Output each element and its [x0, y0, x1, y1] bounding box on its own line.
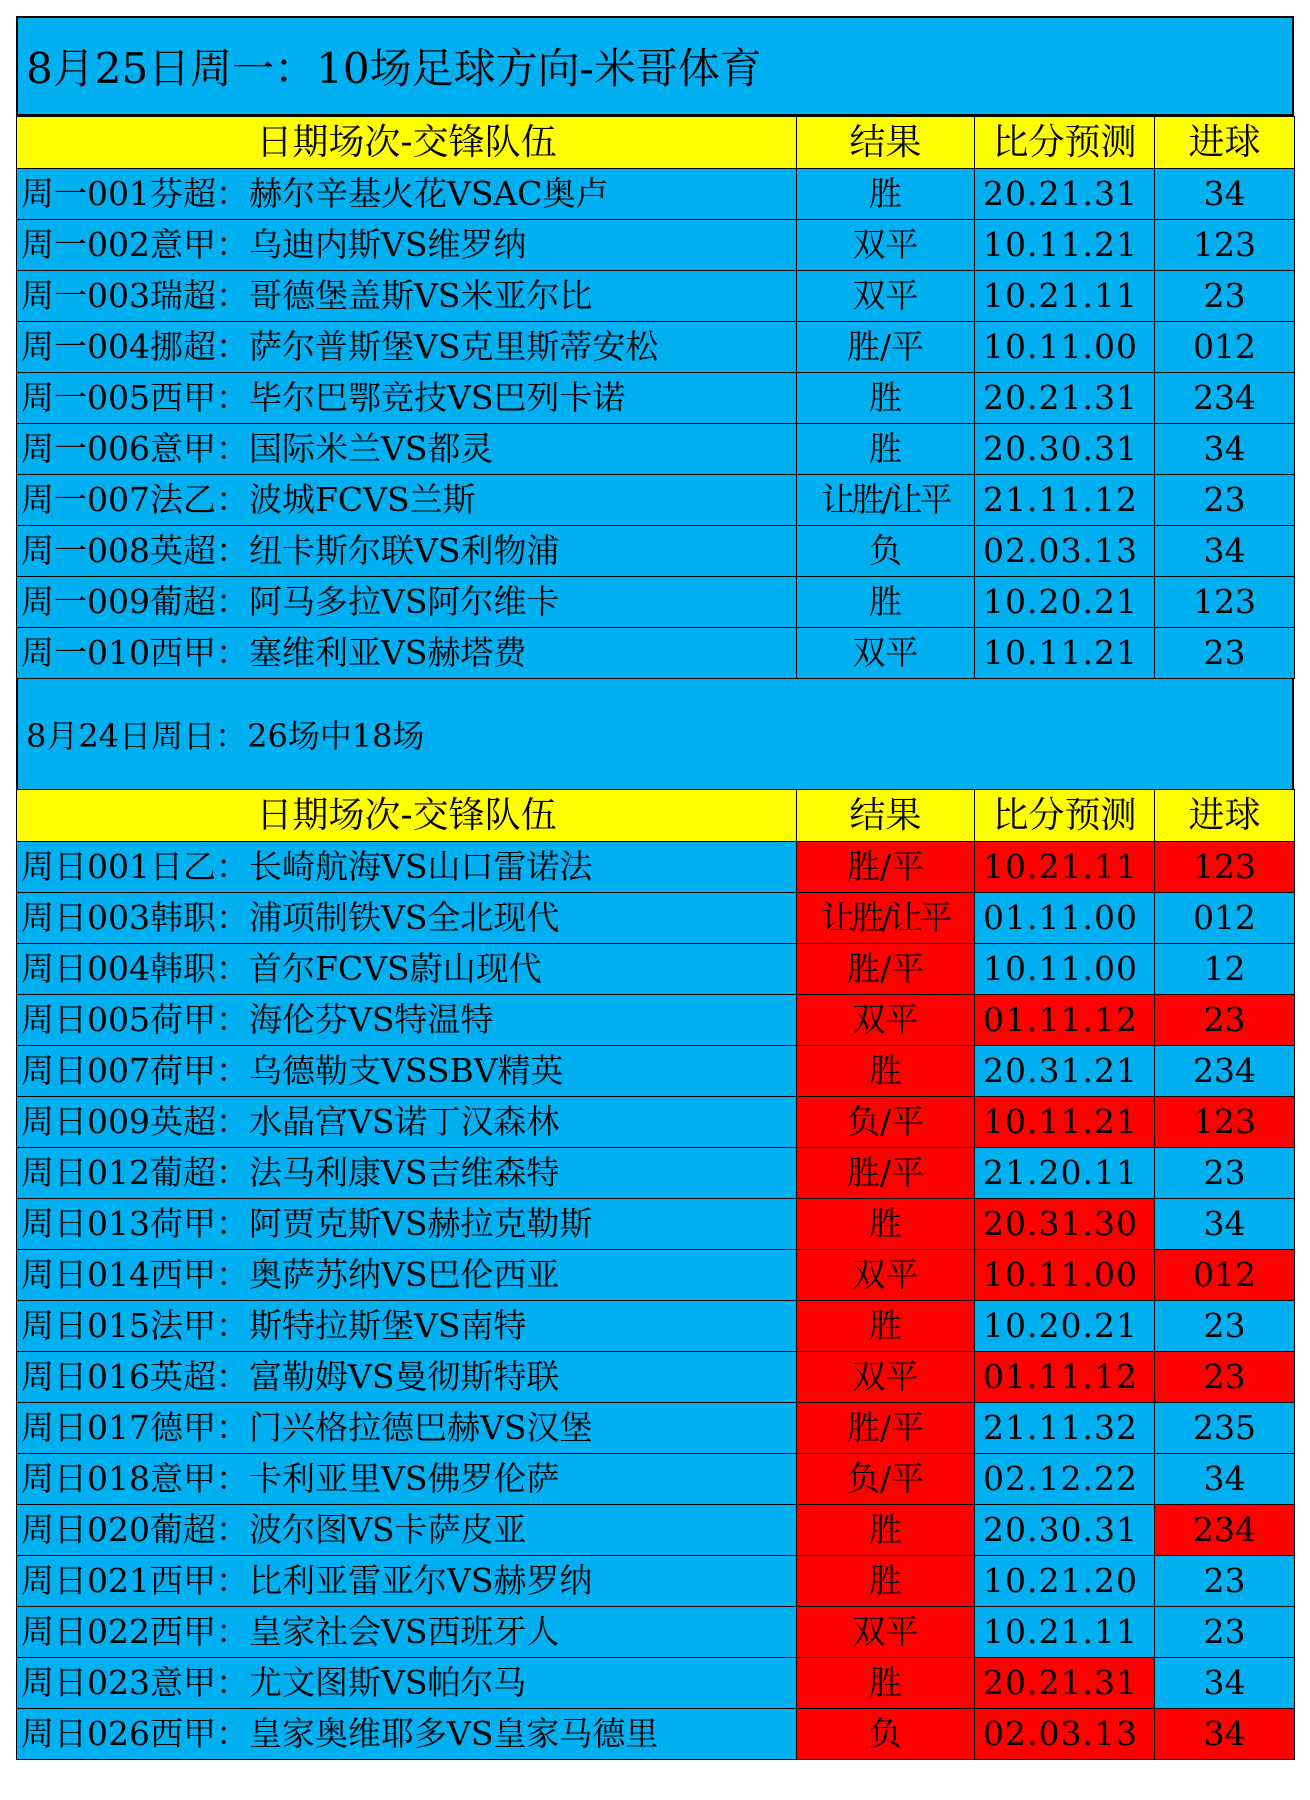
table-row	[17, 1403, 1295, 1454]
table-row	[17, 169, 1295, 220]
score-cell: 02.03.13	[975, 526, 1155, 577]
match-cell: 周一006意甲：国际米兰VS都灵	[17, 424, 797, 475]
sheet	[16, 16, 1294, 1760]
result-cell: 胜	[797, 577, 975, 628]
score-cell: 10.11.21	[975, 628, 1155, 679]
goals-cell: 23	[1155, 475, 1295, 526]
table-row	[17, 1658, 1295, 1709]
match-cell: 周一010西甲：塞维利亚VS赫塔费	[17, 628, 797, 679]
match-cell: 周日009英超：水晶宫VS诺丁汉森林	[17, 1097, 797, 1148]
score-cell: 10.21.20	[975, 1556, 1155, 1607]
table-row	[17, 1607, 1295, 1658]
score-cell: 02.03.13	[975, 1709, 1155, 1760]
score-cell: 01.11.12	[975, 1352, 1155, 1403]
header-goals: 进球	[1155, 117, 1295, 169]
match-cell: 周日018意甲：卡利亚里VS佛罗伦萨	[17, 1454, 797, 1505]
match-cell: 周日021西甲：比利亚雷亚尔VS赫罗纳	[17, 1556, 797, 1607]
table-row	[17, 1046, 1295, 1097]
result-cell: 胜	[797, 1505, 975, 1556]
table-row	[17, 220, 1295, 271]
match-cell: 周日003韩职：浦项制铁VS全北现代	[17, 893, 797, 944]
result-cell: 胜	[797, 1556, 975, 1607]
header-result: 结果	[797, 790, 975, 842]
score-cell: 20.30.31	[975, 424, 1155, 475]
match-cell: 周日014西甲：奥萨苏纳VS巴伦西亚	[17, 1250, 797, 1301]
result-cell: 胜/平	[797, 1403, 975, 1454]
goals-cell: 123	[1155, 577, 1295, 628]
result-cell: 双平	[797, 628, 975, 679]
score-cell: 20.21.31	[975, 169, 1155, 220]
score-cell: 20.31.21	[975, 1046, 1155, 1097]
table-row	[17, 1199, 1295, 1250]
page-title: 8月25日周一：10场足球方向-米哥体育	[16, 16, 1294, 116]
goals-cell: 234	[1155, 373, 1295, 424]
goals-cell: 34	[1155, 1199, 1295, 1250]
table-row	[17, 1556, 1295, 1607]
goals-cell: 23	[1155, 1352, 1295, 1403]
goals-cell: 012	[1155, 1250, 1295, 1301]
match-cell: 周日007荷甲：乌德勒支VSSBV精英	[17, 1046, 797, 1097]
result-cell: 胜	[797, 1658, 975, 1709]
goals-cell: 123	[1155, 1097, 1295, 1148]
match-cell: 周日004韩职：首尔FCVS蔚山现代	[17, 944, 797, 995]
match-cell: 周日015法甲：斯特拉斯堡VS南特	[17, 1301, 797, 1352]
table-row	[17, 577, 1295, 628]
result-cell: 双平	[797, 271, 975, 322]
result-cell: 胜	[797, 424, 975, 475]
goals-cell: 34	[1155, 526, 1295, 577]
table-row	[17, 526, 1295, 577]
table-row	[17, 1097, 1295, 1148]
match-cell: 周日022西甲：皇家社会VS西班牙人	[17, 1607, 797, 1658]
result-cell: 双平	[797, 1250, 975, 1301]
result-cell: 胜/平	[797, 842, 975, 893]
score-cell: 20.31.30	[975, 1199, 1155, 1250]
goals-cell: 23	[1155, 995, 1295, 1046]
results-table	[16, 789, 1295, 1760]
goals-cell: 234	[1155, 1505, 1295, 1556]
match-cell: 周日016英超：富勒姆VS曼彻斯特联	[17, 1352, 797, 1403]
table-row	[17, 1454, 1295, 1505]
score-cell: 10.21.11	[975, 1607, 1155, 1658]
header-score: 比分预测	[975, 117, 1155, 169]
result-cell: 让胜/让平	[797, 475, 975, 526]
goals-cell: 34	[1155, 1709, 1295, 1760]
score-cell: 21.11.32	[975, 1403, 1155, 1454]
match-cell: 周一009葡超：阿马多拉VS阿尔维卡	[17, 577, 797, 628]
table-row	[17, 373, 1295, 424]
today-table	[16, 116, 1295, 679]
goals-cell: 34	[1155, 424, 1295, 475]
table-row	[17, 1505, 1295, 1556]
goals-cell: 23	[1155, 271, 1295, 322]
result-cell: 胜	[797, 1046, 975, 1097]
header-goals: 进球	[1155, 790, 1295, 842]
result-cell: 让胜/让平	[797, 893, 975, 944]
score-cell: 10.20.21	[975, 577, 1155, 628]
result-cell: 负/平	[797, 1454, 975, 1505]
table-row	[17, 1250, 1295, 1301]
goals-cell: 235	[1155, 1403, 1295, 1454]
score-cell: 21.11.12	[975, 475, 1155, 526]
header-result: 结果	[797, 117, 975, 169]
result-cell: 胜/平	[797, 944, 975, 995]
table-row	[17, 271, 1295, 322]
score-cell: 02.12.22	[975, 1454, 1155, 1505]
score-cell: 10.11.21	[975, 1097, 1155, 1148]
header-match: 日期场次-交锋队伍	[17, 790, 797, 842]
score-cell: 10.21.11	[975, 271, 1155, 322]
match-cell: 周日001日乙：长崎航海VS山口雷诺法	[17, 842, 797, 893]
result-cell: 胜/平	[797, 322, 975, 373]
match-cell: 周一005西甲：毕尔巴鄂竞技VS巴列卡诺	[17, 373, 797, 424]
score-cell: 10.11.00	[975, 944, 1155, 995]
section-subtitle: 8月24日周日：26场中18场	[16, 679, 1294, 789]
goals-cell: 34	[1155, 1658, 1295, 1709]
result-cell: 胜/平	[797, 1148, 975, 1199]
match-cell: 周一004挪超：萨尔普斯堡VS克里斯蒂安松	[17, 322, 797, 373]
header-match: 日期场次-交锋队伍	[17, 117, 797, 169]
goals-cell: 34	[1155, 1454, 1295, 1505]
result-cell: 双平	[797, 1607, 975, 1658]
match-cell: 周日012葡超：法马利康VS吉维森特	[17, 1148, 797, 1199]
match-cell: 周一003瑞超：哥德堡盖斯VS米亚尔比	[17, 271, 797, 322]
table-row	[17, 1301, 1295, 1352]
goals-cell: 123	[1155, 842, 1295, 893]
table-row	[17, 475, 1295, 526]
result-cell: 胜	[797, 373, 975, 424]
goals-cell: 234	[1155, 1046, 1295, 1097]
goals-cell: 23	[1155, 628, 1295, 679]
score-cell: 10.11.00	[975, 1250, 1155, 1301]
goals-cell: 123	[1155, 220, 1295, 271]
table-row	[17, 893, 1295, 944]
table-row	[17, 1709, 1295, 1760]
match-cell: 周日005荷甲：海伦芬VS特温特	[17, 995, 797, 1046]
table-row	[17, 1352, 1295, 1403]
goals-cell: 12	[1155, 944, 1295, 995]
match-cell: 周日017德甲：门兴格拉德巴赫VS汉堡	[17, 1403, 797, 1454]
score-cell: 20.30.31	[975, 1505, 1155, 1556]
result-cell: 胜	[797, 169, 975, 220]
match-cell: 周一008英超：纽卡斯尔联VS利物浦	[17, 526, 797, 577]
header-score: 比分预测	[975, 790, 1155, 842]
score-cell: 10.11.00	[975, 322, 1155, 373]
result-cell: 负/平	[797, 1097, 975, 1148]
match-cell: 周日026西甲：皇家奥维耶多VS皇家马德里	[17, 1709, 797, 1760]
match-cell: 周日023意甲：尤文图斯VS帕尔马	[17, 1658, 797, 1709]
table-row	[17, 944, 1295, 995]
score-cell: 20.21.31	[975, 373, 1155, 424]
result-cell: 胜	[797, 1301, 975, 1352]
goals-cell: 012	[1155, 322, 1295, 373]
table-row	[17, 628, 1295, 679]
score-cell: 10.20.21	[975, 1301, 1155, 1352]
table-row	[17, 322, 1295, 373]
score-cell: 20.21.31	[975, 1658, 1155, 1709]
goals-cell: 23	[1155, 1301, 1295, 1352]
result-cell: 胜	[797, 1199, 975, 1250]
score-cell: 10.11.21	[975, 220, 1155, 271]
match-cell: 周一001芬超：赫尔辛基火花VSAC奥卢	[17, 169, 797, 220]
result-cell: 双平	[797, 995, 975, 1046]
table-row	[17, 1148, 1295, 1199]
goals-cell: 23	[1155, 1148, 1295, 1199]
result-cell: 双平	[797, 220, 975, 271]
score-cell: 01.11.12	[975, 995, 1155, 1046]
result-cell: 负	[797, 1709, 975, 1760]
match-cell: 周一007法乙：波城FCVS兰斯	[17, 475, 797, 526]
result-cell: 负	[797, 526, 975, 577]
table-header	[17, 790, 1295, 842]
goals-cell: 23	[1155, 1556, 1295, 1607]
score-cell: 21.20.11	[975, 1148, 1155, 1199]
table-row	[17, 424, 1295, 475]
goals-cell: 23	[1155, 1607, 1295, 1658]
goals-cell: 012	[1155, 893, 1295, 944]
table-header	[17, 117, 1295, 169]
result-cell: 双平	[797, 1352, 975, 1403]
match-cell: 周日020葡超：波尔图VS卡萨皮亚	[17, 1505, 797, 1556]
score-cell: 10.21.11	[975, 842, 1155, 893]
table-row	[17, 842, 1295, 893]
score-cell: 01.11.00	[975, 893, 1155, 944]
match-cell: 周一002意甲：乌迪内斯VS维罗纳	[17, 220, 797, 271]
table-row	[17, 995, 1295, 1046]
goals-cell: 34	[1155, 169, 1295, 220]
match-cell: 周日013荷甲：阿贾克斯VS赫拉克勒斯	[17, 1199, 797, 1250]
